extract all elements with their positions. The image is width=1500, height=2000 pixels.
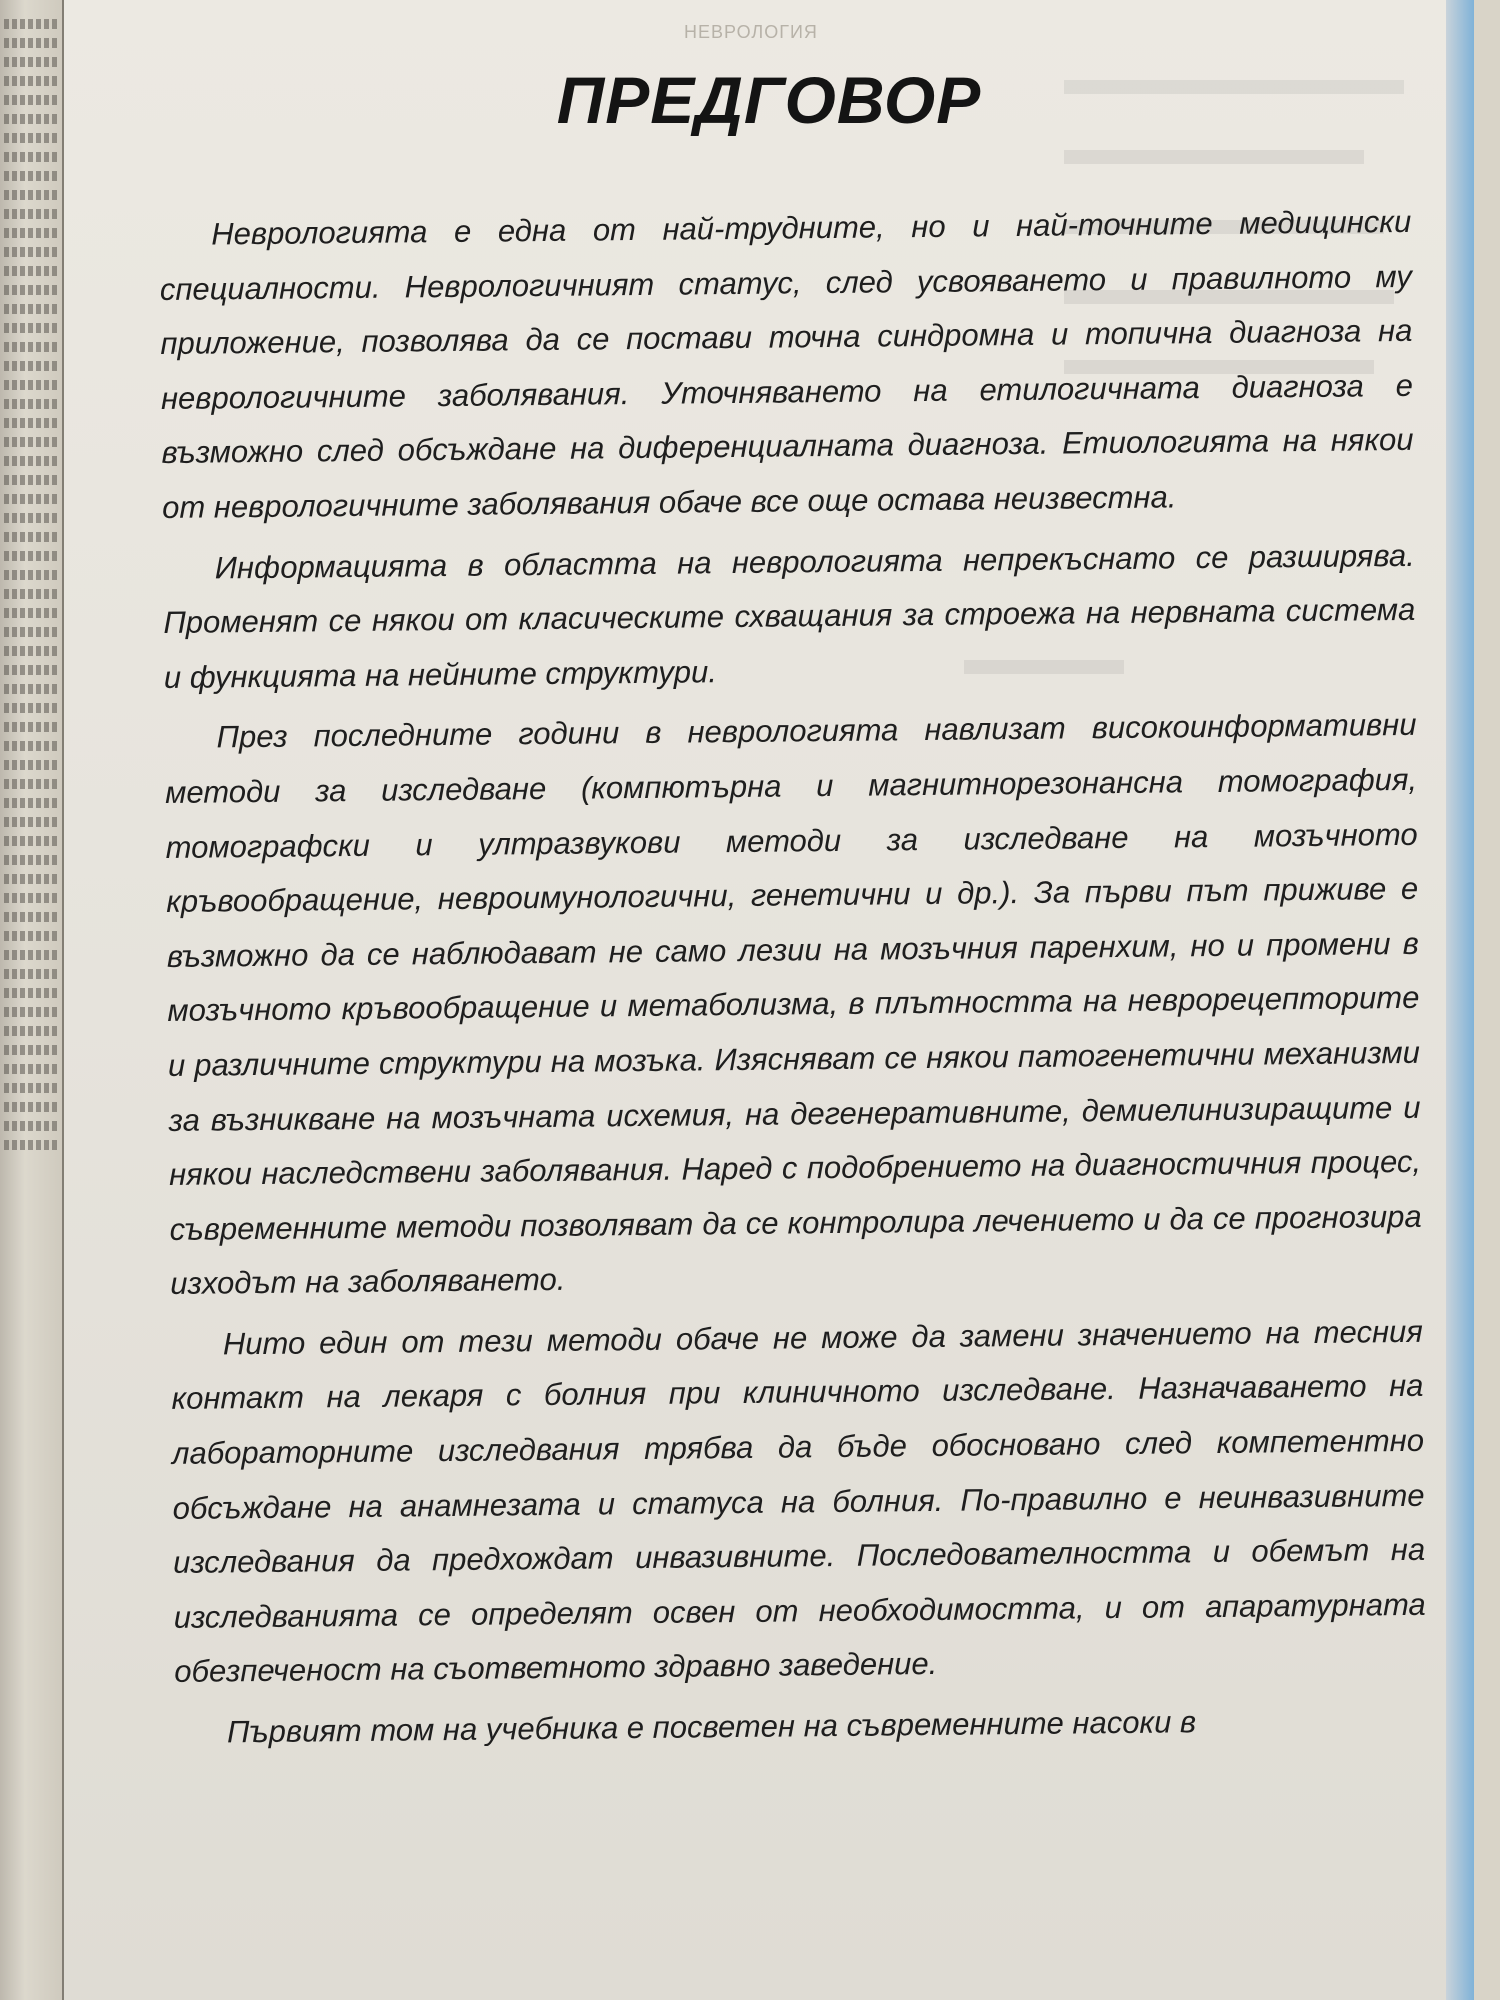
preface-body [159,195,1427,1767]
page-title: ПРЕДГОВОР [556,63,982,137]
paragraph: Неврологията е една от най-трудните, но и най-точните медицински специалности. Неврологичният статус, след усвояването и правилното му приложение, позволява да се постави точна синдромна и топична диагноза на неврологичните заболявания. Уточняването на етилогичната диагноза е възможно след обсъждане на диференциалната диагноза. Етиологията на някои от неврологичните заболявания обаче все още остава неизвестна. [159,203,1414,525]
previous-page-edge [0,0,64,2000]
paragraph: През последните години в неврологията навлизат високоинформативни методи за изследване (компютърна и магнитнорезонансна томография, томографски и ултразвукови методи за изследване на мозъчното кръвообращение, невроимунологични, генетични и др.). За първи път приживе е възможно да се наблюдават не само лезии на мозъчния паренхим, но и промени в мозъчното кръвообращение и метаболизма, в плътността на неврорецепторите и различните структури на мозъка. Изясняват се някои патогенетични механизми за възникване на мозъчната исхемия, на дегенеративните, демиелинизиращите и някои наследствени заболявания. Наред с подобрението на диагностичния процес, съвременните методи позволяват да се контролира лечението и да се прогнозира изходът на заболяването. [164,707,1422,1302]
paragraph: Информацията в областта на неврологията непрекъснато се разширява. Променят се някои от класическите схващания за строежа на нервната система и функцията на нейните структури. [163,537,1416,695]
running-header: НЕВРОЛОГИЯ [684,22,818,42]
book-page [64,0,1474,2000]
blue-background-edge [1446,0,1474,2000]
paragraph: Първият том на учебника е посветен на съвременните насоки в [226,1704,1197,1750]
previous-page-text-fragments [4,10,58,1159]
paragraph: Нито един от тези методи обаче не може да замени значението на тесния контакт на лекаря с болния при клиничното изследване. Назначаването на лабораторните изследвания трябва да бъде обосновано след компетентно обсъждане на анамнезата и статуса на болния. По-правилно е неинвазивните изследвания да предхождат инвазивните. Последователността и обемът на изследванията се определят освен от необходимостта, и от апаратурната обезпеченост на съответното здравно заведение. [171,1313,1426,1690]
